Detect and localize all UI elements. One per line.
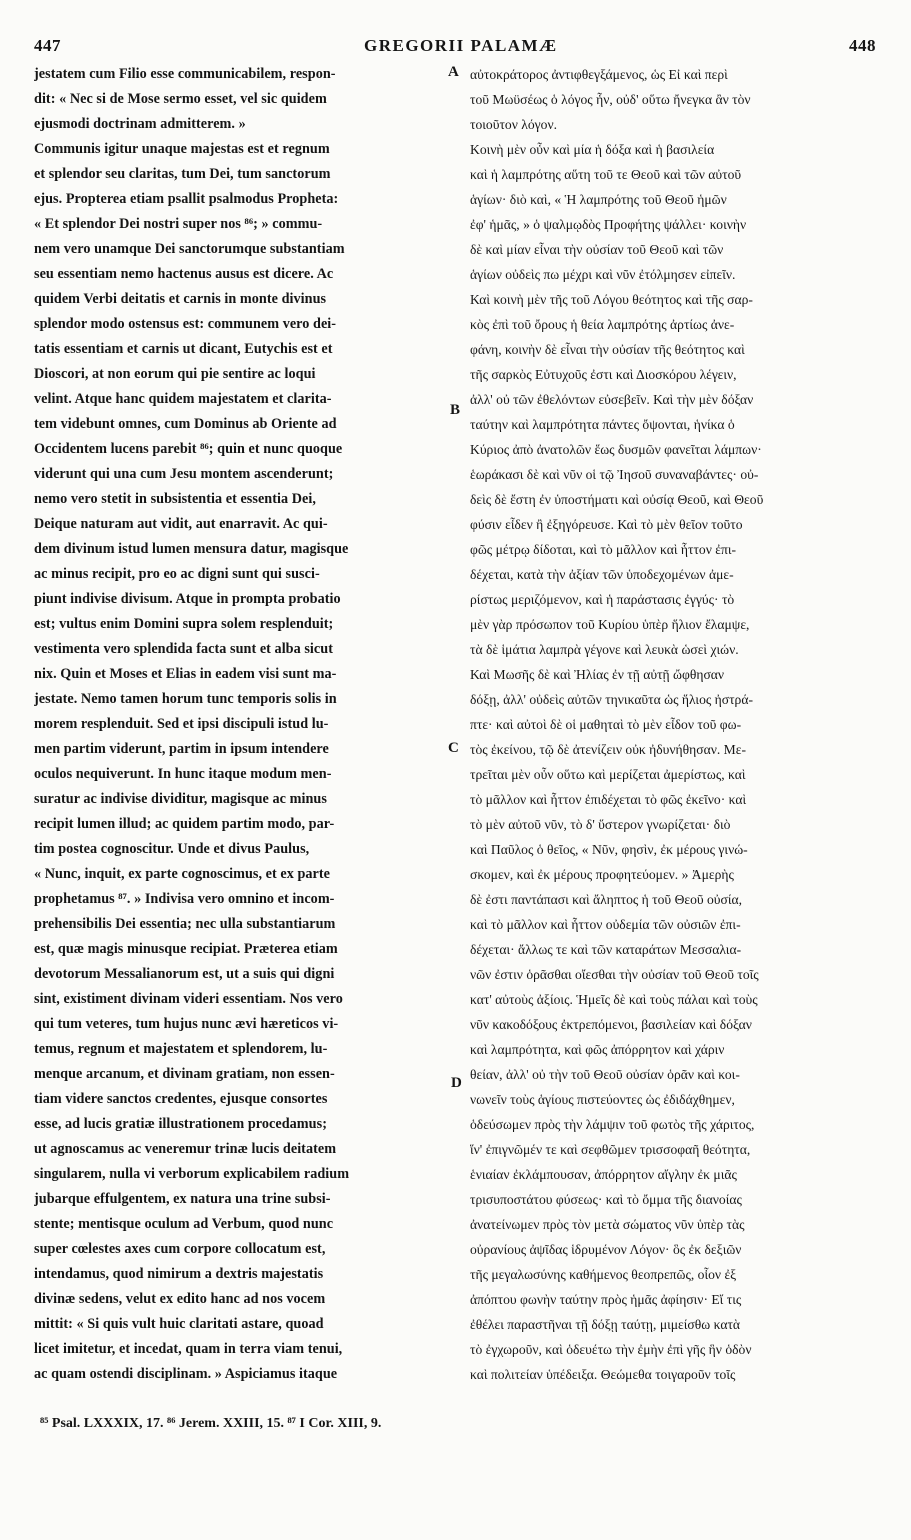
greek-text-line: τρεῖται μὲν οὖν οὕτω καὶ μερίζεται ἀμερίστως, καὶ xyxy=(470,767,746,782)
latin-text-line: tiam videre sanctos credentes, ejusque consortes xyxy=(34,1091,328,1107)
greek-text-line: αὐτοκράτορος ἀντιφθεγξάμενος, ὡς Εἰ καὶ περὶ xyxy=(470,67,728,82)
latin-text-line: « Et splendor Dei nostri super nos ⁸⁶; » commu- xyxy=(34,216,323,232)
latin-text-line: jestatem cum Filio esse communicabilem, respon- xyxy=(34,66,336,82)
greek-text-line: ἑνιαίαν ἐκλάμπουσαν, ἀπόρρητον αἴγλην ἐκ μιᾶς xyxy=(470,1167,737,1182)
latin-text-line: splendor modo ostensus est: communem vero dei- xyxy=(34,316,337,332)
greek-text-line: δεὶς δὲ ἔστη ἐν ὑποστήματι καὶ οὐσίᾳ Θεοῦ, καὶ Θεοῦ xyxy=(470,492,764,507)
margin-letter-a: A xyxy=(448,64,459,80)
greek-text-line: τρισυποστάτου φύσεως· καὶ τὸ ὄμμα τῆς διανοίας xyxy=(470,1192,742,1207)
page-number-left: 447 xyxy=(34,36,61,55)
greek-text-line: ἐθέλει παραστῆναι τῇ δόξῃ ταύτῃ, μιμείσθω κατὰ xyxy=(470,1317,741,1332)
latin-text-line: singularem, nulla vi verborum explicabilem radium xyxy=(34,1166,350,1182)
latin-text-line: suratur ac indivise dividitur, magisque ac minus xyxy=(34,791,327,807)
greek-text-line: Κύριος ἀπὸ ἀνατολῶν ἕως δυσμῶν φανεῖται λάμπων· xyxy=(470,442,762,457)
greek-text-line: δέχεται· ἄλλως τε καὶ τῶν καταράτων Μεσσαλια- xyxy=(470,942,742,957)
greek-text-line: ἑωράκασι δὲ καὶ νῦν οἱ τῷ Ἰησοῦ συναναβάντες· οὐ- xyxy=(470,467,759,482)
greek-text-line: καὶ ἡ λαμπρότης αὕτη τοῦ τε Θεοῦ καὶ τῶν αὐτοῦ xyxy=(470,167,742,182)
greek-text-line: ἀνατείνωμεν πρὸς τὸν μετὰ σώματος νῦν ὑπὲρ τὰς xyxy=(470,1217,745,1232)
greek-text-line: οὐρανίους ἀψῖδας ἱδρυμένον Λόγον· ὃς ἐκ δεξιῶν xyxy=(470,1242,742,1257)
margin-letter-c: C xyxy=(448,740,459,756)
latin-text-line: temus, regnum et majestatem et splendorem, lu- xyxy=(34,1041,328,1057)
greek-text-line: φύσιν εἶδεν ἢ ἐξηγόρευσε. Καὶ τὸ μὲν θεῖον τοῦτο xyxy=(470,517,743,532)
latin-text-line: nix. Quin et Moses et Elias in eadem visi sunt ma- xyxy=(34,666,337,682)
latin-text-line: Communis igitur unaque majestas est et regnum xyxy=(34,141,330,157)
greek-text-line: μὲν γὰρ πρόσωπον τοῦ Κυρίου ὑπὲρ ἥλιον ἔλαμψε, xyxy=(470,617,750,632)
latin-text-line: stente; mentisque oculum ad Verbum, quod nunc xyxy=(34,1216,334,1232)
latin-text-line: qui tum veteres, tum hujus nunc ævi hæreticos vi- xyxy=(34,1016,339,1032)
latin-text-line: intendamus, quod nimirum a dextris majestatis xyxy=(34,1266,324,1282)
latin-column xyxy=(34,62,444,1392)
latin-text-line: Dioscori, at non eorum qui pie sentire ac loqui xyxy=(34,366,316,382)
latin-text-line: Occidentem lucens parebit ⁸⁶; quin et nunc quoque xyxy=(34,441,343,457)
latin-text-line: morem resplenduit. Sed et ipsi discipuli istud lu- xyxy=(34,716,329,732)
latin-text-line: tatis essentiam et carnis ut dicant, Eutychis est et xyxy=(34,341,333,357)
greek-text-line: ὁδεύσωμεν πρὸς τὴν λάμψιν τοῦ φωτὸς τῆς χάριτος, xyxy=(470,1117,755,1132)
latin-text-line: mittit: « Si quis vult huic claritati astare, quoad xyxy=(34,1316,324,1332)
latin-text-line: ac minus recipit, pro eo ac digni sunt qui susci- xyxy=(34,566,320,582)
latin-text-line: quidem Verbi deitatis et carnis in monte divinus xyxy=(34,291,327,307)
latin-text-line: dit: « Nec si de Mose sermo esset, vel sic quidem xyxy=(34,91,327,107)
latin-text-line: nemo vero stetit in subsistentia et essentia Dei, xyxy=(34,491,316,507)
margin-letter-b: B xyxy=(450,402,461,418)
greek-text-line xyxy=(470,1387,876,1392)
greek-text-line: θείαν, ἀλλ' οὐ τὴν τοῦ Θεοῦ οὐσίαν ὁρᾶν καὶ κοι- xyxy=(470,1067,740,1082)
greek-text-line: ἁγίων· διὸ καὶ, « Ἡ λαμπρότης τοῦ Θεοῦ ἡμῶν xyxy=(470,192,727,207)
latin-text-line: seu essentiam nemo hactenus ausus est dicere. Ac xyxy=(34,266,334,282)
latin-text-line: ut agnoscamus ac veneremur trinæ lucis deitatem xyxy=(34,1141,337,1157)
margin-letter-d: D xyxy=(451,1075,462,1091)
latin-text-line: tem videbunt omnes, cum Dominus ab Oriente ad xyxy=(34,416,337,432)
latin-text-line: sint, existiment divinam videri essentiam. Nos vero xyxy=(34,991,343,1007)
greek-text-line: τὸ μὲν αὐτοῦ νῦν, τὸ δ' ὕστερον γνωρίζεται· διὸ xyxy=(470,817,731,832)
greek-text-line: Καὶ κοινὴ μὲν τῆς τοῦ Λόγου θεότητος καὶ τῆς σαρ- xyxy=(470,292,753,307)
greek-text-line: δὲ καὶ μίαν εἶναι τὴν οὐσίαν τοῦ Θεοῦ καὶ τῶν xyxy=(470,242,724,257)
latin-text-line: esse, ad lucis gratiæ illustrationem procedamus; xyxy=(34,1116,327,1132)
greek-text-line: κὸς ἐπὶ τοῦ ὄρους ἡ θεία λαμπρότης ἀρτίως ἀνε- xyxy=(470,317,735,332)
greek-text-line: δόξῃ, ἀλλ' οὐδεὶς αὐτῶν τηνικαῦτα ὡς ἥλιος ἠστρά- xyxy=(470,692,753,707)
latin-text-line: ejus. Propterea etiam psallit psalmodus Propheta: xyxy=(34,191,339,207)
greek-text-line: πτε· καὶ αὐτοὶ δὲ οἱ μαθηταὶ τὸ μὲν εἶδον τοῦ φω- xyxy=(470,717,742,732)
latin-text-line: est, quæ magis minusque recipiat. Præterea etiam xyxy=(34,941,338,957)
latin-text-line: ac quam ostendi disciplinam. » Aspiciamus itaque xyxy=(34,1366,338,1382)
greek-text-line: ρίστως μεριζόμενον, καὶ ἡ παράστασις ἐγγύς· τὸ xyxy=(470,592,735,607)
greek-text-line: νῦν κακοδόξους ἐκτρεπόμενοι, βασιλείαν καὶ δόξαν xyxy=(470,1017,752,1032)
latin-text-line: oculos nequiverunt. In hunc itaque modum men- xyxy=(34,766,332,782)
latin-text-line: jubarque effulgentem, ex natura una trine subsi- xyxy=(34,1191,331,1207)
latin-text-line: super cœlestes axes cum corpore collocatum est, xyxy=(34,1241,326,1257)
latin-text-line: piunt indivise divisum. Atque in prompta probatio xyxy=(34,591,341,607)
greek-text-line: ἐφ' ἡμᾶς, » ὁ ψαλμῳδὸς Προφήτης ψάλλει· κοινὴν xyxy=(470,217,747,232)
running-title: GREGORII PALAMÆ xyxy=(364,36,558,55)
latin-text-line: vestimenta vero splendida facta sunt et alba sicut xyxy=(34,641,333,657)
latin-text-line: tim postea cognoscitur. Unde et divus Paulus, xyxy=(34,841,310,857)
greek-text-line: τοιοῦτον λόγον. xyxy=(470,117,557,132)
latin-text-line: men partim viderunt, partim in ipsum intendere xyxy=(34,741,329,757)
greek-text-line: τῆς σαρκὸς Εὐτυχοῦς ἐστι καὶ Διοσκόρου λέγειν, xyxy=(470,367,737,382)
greek-text-line: φῶς μέτρῳ δίδοται, καὶ τὸ μᾶλλον καὶ ἧττον ἐπι- xyxy=(470,542,737,557)
greek-text-line: καὶ Παῦλος ὁ θεῖος, « Νῦν, φησὶν, ἐκ μέρους γινώ- xyxy=(470,842,748,857)
latin-text-line: Deique naturam aut vidit, aut enarravit. Ac qui- xyxy=(34,516,328,532)
greek-text-line: καὶ πολιτείαν ὑπέδειξα. Θεώμεθα τοιγαροῦν τοῖς xyxy=(470,1367,736,1382)
greek-text-line: τὸ μᾶλλον καὶ ἧττον ἐπιδέχεται τὸ φῶς ἐκεῖνο· καὶ xyxy=(470,792,747,807)
greek-text-line: δὲ ἐστι παντάπασι καὶ ἄληπτος ἡ τοῦ Θεοῦ οὐσία, xyxy=(470,892,743,907)
latin-text-line: velint. Atque hanc quidem majestatem et clarita- xyxy=(34,391,332,407)
greek-text-line: καὶ λαμπρότητα, καὶ φῶς ἀπόρρητον καὶ χάριν xyxy=(470,1042,725,1057)
latin-text-line: menque arcanum, et divinam gratiam, non essen- xyxy=(34,1066,335,1082)
latin-text-line: recipit lumen illud; ac quidem partim modo, par- xyxy=(34,816,335,832)
greek-text-line: νωνεῖν τοὺς ἁγίους πιστεύοντες ὡς ἐδιδάχθημεν, xyxy=(470,1092,735,1107)
latin-text-line: est; vultus enim Domini supra solem resplenduit; xyxy=(34,616,334,632)
latin-text-line: « Nunc, inquit, ex parte cognoscimus, et ex parte xyxy=(34,866,331,882)
latin-text-line xyxy=(34,1387,444,1392)
greek-text-line: τὸ ἐγχωροῦν, καὶ ὁδευέτω τὴν ἐμὴν ἐπὶ γῆς ἣν ὁδὸν xyxy=(470,1342,752,1357)
greek-text-line: φάνη, κοινὴν δὲ εἶναι τὴν οὐσίαν τῆς θεότητος καὶ xyxy=(470,342,745,357)
greek-text-line: τὰ δὲ ἱμάτια λαμπρὰ γέγονε καὶ λευκὰ ὡσεὶ χιών. xyxy=(470,642,739,657)
greek-text-line: ἁγίων οὐδεὶς πω μέχρι καὶ νῦν ἐτόλμησεν εἰπεῖν. xyxy=(470,267,736,282)
latin-text-line: prophetamus ⁸⁷. » Indivisa vero omnino et incom- xyxy=(34,891,335,907)
greek-text-line: καὶ τὸ μᾶλλον καὶ ἧττον οὐδεμία τῶν οὐσιῶν ἐπι- xyxy=(470,917,741,932)
latin-text-line: jestate. Nemo tamen horum tunc temporis solis in xyxy=(34,691,337,707)
latin-text-line: divinæ sedens, velut ex edito hanc ad nos vocem xyxy=(34,1291,326,1307)
latin-text-line: viderunt qui una cum Jesu montem ascenderunt; xyxy=(34,466,334,482)
latin-text-line: dem divinum istud lumen mensura datur, magisque xyxy=(34,541,349,557)
greek-text-line: τοῦ Μωϋσέως ὁ λόγος ἦν, οὐδ' οὕτω ἤνεγκα ἂν τὸν xyxy=(470,92,751,107)
greek-column xyxy=(470,62,876,1392)
greek-text-line: κατ' αὐτοὺς ἀξίοις. Ἡμεῖς δὲ καὶ τοὺς πάλαι καὶ τοὺς xyxy=(470,992,758,1007)
greek-text-line: ταύτην καὶ λαμπρότητα πάντες ὄψονται, ἡνίκα ὁ xyxy=(470,417,735,432)
greek-text-line: νῶν ἐστιν ὁρᾶσθαι οἴεσθαι τὴν οὐσίαν τοῦ Θεοῦ τοῖς xyxy=(470,967,759,982)
latin-text-line: nem vero unamque Dei sanctorumque substantiam xyxy=(34,241,345,257)
greek-text-line: ἀλλ' οὐ τῶν ἐθελόντων εὐσεβεῖν. Καὶ τὴν μὲν δόξαν xyxy=(470,392,754,407)
latin-text-line: licet imitetur, et incedat, quam in terra viam tenui, xyxy=(34,1341,343,1357)
page-number-right: 448 xyxy=(849,36,876,55)
latin-text-line: prehensibilis Dei essentia; nec ulla substantiarum xyxy=(34,916,336,932)
greek-text-line: Καὶ Μωσῆς δὲ καὶ Ἠλίας ἐν τῇ αὐτῇ ὤφθησαν xyxy=(470,667,725,682)
footnotes: ⁸⁵ Psal. LXXXIX, 17. ⁸⁶ Jerem. XXIII, 15. ⁸⁷ I Cor. XIII, 9. xyxy=(40,1416,382,1431)
latin-text-line: ejusmodi doctrinam admitterem. » xyxy=(34,116,246,132)
latin-text-line: devotorum Messalianorum est, ut a suis qui digni xyxy=(34,966,335,982)
greek-text-line: ἀπόπτου φωνὴν ταύτην πρὸς ἡμᾶς ἀφίησιν· Εἴ τις xyxy=(470,1292,742,1307)
latin-text-line: et splendor seu claritas, tum Dei, tum sanctorum xyxy=(34,166,331,182)
greek-text-line: σκομεν, καὶ ἐκ μέρους προφητεύομεν. » Ἀμερὴς xyxy=(470,867,734,882)
greek-text-line: τὸς ἐκείνου, τῷ δὲ ἀτενίζειν οὐκ ἠδυνήθησαν. Με- xyxy=(470,742,747,757)
greek-text-line: Κοινὴ μὲν οὖν καὶ μία ἡ δόξα καὶ ἡ βασιλεία xyxy=(470,142,715,157)
greek-text-line: ἵν' ἐπιγνῶμέν τε καὶ σεφθῶμεν τρισσοφαῆ θεότητα, xyxy=(470,1142,751,1157)
running-header xyxy=(34,30,876,60)
greek-text-line: τῆς μεγαλωσύνης καθήμενος θεοπρεπῶς, οἷον ἐξ xyxy=(470,1267,737,1282)
greek-text-line: δέχεται, κατὰ τὴν ἀξίαν τῶν ὑποδεχομένων ἀμε- xyxy=(470,567,734,582)
